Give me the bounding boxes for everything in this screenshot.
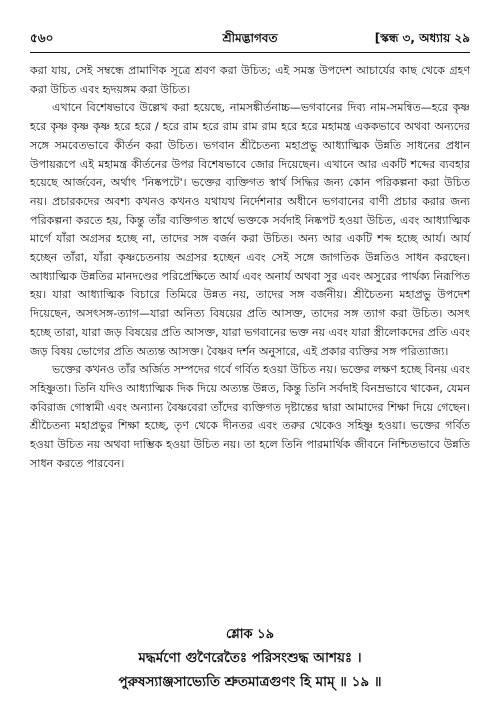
page-number: ৫৬০ — [30, 31, 54, 45]
verse-line: পুরুষস্যাঞ্জসাভ্যেতি শ্রুতমাত্রগুণং হি মাম্ ॥ ১৯ ॥ — [118, 674, 382, 690]
paragraph: এখানে বিশেষভাবে উল্লেখ করা হয়েছে, নামসঙ্কীর্তনাচ্চ—ভগবানের দিব্য নাম-সমন্বিত—হরে কৃষ্ণ হরে কৃষ্ণ কৃষ্ণ কৃষ্ণ হরে হরে / হরে রাম হরে রাম রাম রাম হরে হরে মহামন্ত্র এককভাবে অথবা অন্যদের সঙ্গে সমবেতভাবে কীর্তন করা উচিত। ভগবান শ্রীচৈতন্য মহাপ্রভু আধ্যাত্মিক উন্নতি সাধনের প্রধান উপায়রূপে এই মহামন্ত্র কীর্তনের উপর বিশেষভাবে জোর দিয়েছেন। এখানে আর একটি শব্দের ব্যবহার হয়েছে আর্জবেন, অর্থাৎ 'নিষ্কপটে'। ভক্তের ব্যক্তিগত স্বার্থ সিদ্ধির জন্য কোন পরিকল্পনা করা উচিত নয়। প্রচারকদের অবশ্য কখনও কখনও যথাযথ নির্দেশনার অধীনে ভগবানের বাণী প্রচার করার জন্য পরিকল্পনা করতে হয়, কিন্তু তাঁর ব্যক্তিগত স্বার্থে ভক্তকে সর্বদাই নিষ্কপট হওয়া উচিত, এবং আধ্যাত্মিক মার্গে যাঁরা অগ্রসর হচ্ছে না, তাদের সঙ্গ বর্জন করা উচিত। অন্য আর একটি শব্দ হচ্ছে আর্য। আর্য হচ্ছেন তাঁরা, যাঁরা কৃষ্ণচেতনায় অগ্রসর হচ্ছেন এবং সেই সঙ্গে জাগতিক উন্নতিও সাধন করছেন। আধ্যাত্মিক উন্নতির মানদণ্ডের পরিপ্রেক্ষিতে আর্য এবং অনার্য অথবা সুর এবং অসুরের পার্থক্য নিরূপিত হয়। যারা আধ্যাত্মিক বিচারে তিমিরে উন্নত নয়, তাদের সঙ্গ বর্জনীয়। শ্রীচৈতন্য মহাপ্রভু উপদেশ দিয়েছেন, অসৎসঙ্গ-ত্যাগ—যারা অনিত্য বিষয়ের প্রতি আসক্ত, তাদের সঙ্গ ত্যাগ করা উচিত। অসৎ হচ্ছে তারা, যারা জড় বিষয়ের প্রতি আসক্ত, যারা ভগবানের ভক্ত নয় এবং যারা স্ত্রীলোকদের প্রতি এবং জড় বিষয় ভোগের প্রতি অত্যন্ত আসক্ত। বৈষ্ণব দর্শন অনুসারে, এই প্রকার ব্যক্তির সঙ্গ পরিত্যাজ্য। — [30, 101, 470, 358]
verse-number: শ্লোক ১৯ — [225, 627, 275, 642]
book-title: শ্রীমদ্ভাগবত — [222, 31, 278, 45]
paragraph: করা যায়, সেই সম্বন্ধে প্রামাণিক সূত্রে শ্রবণ করা উচিত; এই সমস্ত উপদেশ আচার্যের কাছ থেকে গ্রহণ করা উচিত এবং হৃদয়ঙ্গম করা উচিত। — [30, 64, 470, 96]
verse-line: মদ্ধর্মণো গুণৈরেতৈঃ পরিসংশুদ্ধ আশয়ঃ । — [138, 650, 362, 666]
purport-text — [30, 62, 470, 473]
header-divider — [30, 52, 470, 53]
section-reference: [স্কন্ধ ৩, অধ্যায় ২৯ — [374, 31, 470, 45]
paragraph: ভক্তের কখনও তাঁর অর্জিত সম্পদের গর্বে গর্বিত হওয়া উচিত নয়। ভক্তের লক্ষণ হচ্ছে বিনয় এবং সহিষ্ণুতা। তিনি যদিও আধ্যাত্মিক দিক দিয়ে অত্যন্ত উন্নত, কিন্তু তিনি সর্বদাই বিনম্রভাবে থাকেন, যেমন কবিরাজ গোস্বামী এবং অন্যান্য বৈষ্ণবেরা তাঁদের ব্যক্তিগত দৃষ্টান্তের দ্বারা আমাদের শিক্ষা দিয়ে গেছেন। শ্রীচৈতন্য মহাপ্রভুর শিক্ষা হচ্ছে, তৃণ থেকে দীনতর এবং তরুর থেকেও সহিষ্ণু হওয়া। ভক্তের গর্বিত হওয়া উচিত নয় অথবা দাম্ভিক হওয়া উচিত নয়। তা হলে তিনি পারমার্থিক জীবনে নিশ্চিতভাবে উন্নতি সাধন করতে পারবেন। — [30, 363, 470, 470]
verse-block — [30, 624, 470, 694]
page-header — [30, 28, 470, 50]
